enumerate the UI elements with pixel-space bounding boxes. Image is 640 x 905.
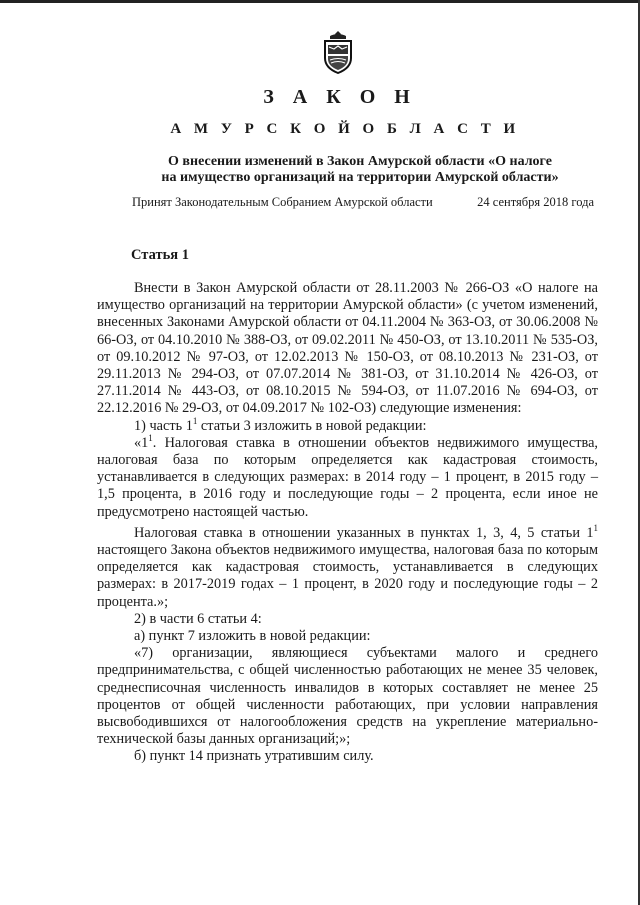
- adoption-line: [132, 195, 594, 210]
- item-2b: б) пункт 14 признать утратившим силу.: [134, 748, 374, 765]
- item-1: 1) часть $1^1$ статьи 3 изложить в новой редакции:: [134, 415, 427, 434]
- law-subject-line2: на имущество организаций на территории Амурской области»: [161, 170, 559, 185]
- region-title: А М У Р С К О Й О Б Л А С Т И: [170, 121, 520, 137]
- law-subject: [120, 154, 600, 186]
- article-body: [97, 280, 598, 766]
- item-2: 2) в части 6 статьи 4:: [134, 610, 262, 627]
- quote-part-1: «$1^1$. Налоговая ставка в отношении объектов недвижимого имущества, налоговая база по которым определяется как кадастровая стоимость, устанавливается в следующих размерах: в 2014 году – 1 процент, в 2015 году – 1,5 процента, в 2016 году и последующие годы – 2 процента, если иное не предусмотрено настоящей частью.: [97, 433, 598, 520]
- law-subject-line1: О внесении изменений в Закон Амурской области «О налоге: [168, 154, 552, 169]
- adopted-by-text: Принят Законодательным Собранием Амурской области: [132, 195, 433, 209]
- item-2a: а) пункт 7 изложить в новой редакции:: [134, 628, 371, 645]
- rate-paragraph: Налоговая ставка в отношении указанных в пунктах 1, 3, 4, 5 статьи $1^1$ настоящего Закона объектов недвижимого имущества, налоговая база по которым определяется как кадастровая стоимость, устанавливается в следующих размерах: в 2017-2019 годах – 1 процент, в 2020 году и последующие годы – 2 процента.»;: [97, 523, 598, 610]
- adoption-date: 24 сентября 2018 года: [477, 195, 594, 209]
- law-title: З А К О Н: [263, 86, 417, 108]
- intro-paragraph: Внести в Закон Амурской области от 28.11.2003 № 266-ОЗ «О налоге на имущество организаций на территории Амурской области» (с учетом изменений, внесенных Законами Амурской области от 04.11.2004 № 363-ОЗ, от 30.06.2008 № 66-ОЗ, от 04.10.2010 № 388-ОЗ, от 09.02.2011 № 450-ОЗ, от 13.10.2011 № 535-ОЗ, от 09.10.2012 № 97-ОЗ, от 12.02.2013 № 150-ОЗ, от 08.10.2013 № 231-ОЗ, от 29.11.2013 № 294-ОЗ, от 07.07.2014 № 381-ОЗ, от 31.10.2014 № 426-ОЗ, от 27.11.2014 № 443-ОЗ, от 08.10.2015 № 594-ОЗ, от 11.07.2016 № 694-ОЗ, от 22.12.2016 № 29-ОЗ, от 04.09.2017 № 102-ОЗ) следующие изменения:: [97, 280, 598, 417]
- article-heading: Статья 1: [131, 247, 189, 263]
- scan-edge-top: [0, 0, 640, 3]
- quote-point-7: «7) организации, являющиеся субъектами малого и среднего предпринимательства, с общей численностью работающих не менее 35 человек, среднесписочная численность инвалидов в которых составляет не менее 25 процентов от общей численности работающих, при условии направления высвободившихся от налогообложения средств на укрепление материально-технической базы данных организаций;»;: [97, 645, 598, 748]
- coat-of-arms-icon: [321, 30, 355, 74]
